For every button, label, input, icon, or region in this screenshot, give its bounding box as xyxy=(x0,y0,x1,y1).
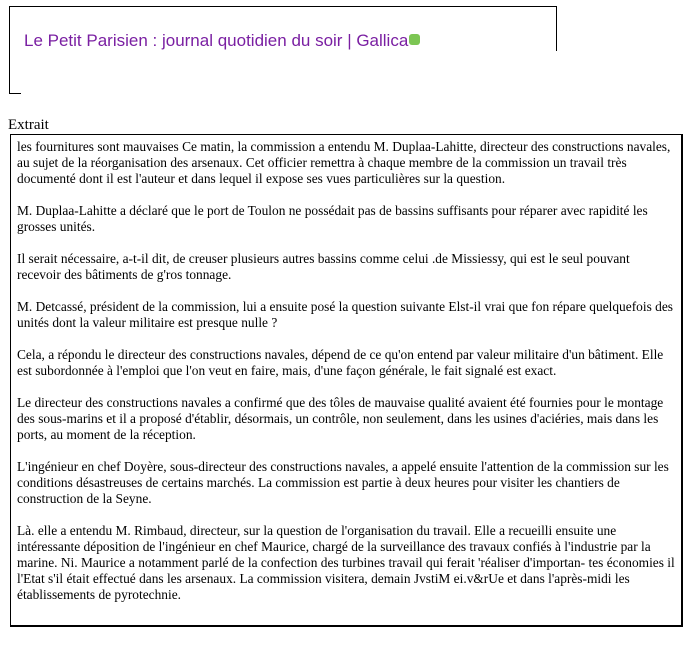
extract-paragraph: les fournitures sont mauvaises Ce matin, la commission a entendu M. Duplaa-Lahitte, directeur des constructions navales, au sujet de la réorganisation des arsenaux. Cet officier remettra à chaque membre de la commission un travail très documenté dont il est l'auteur et dans lequel il expose ses vues particulières sur la question. xyxy=(17,139,671,186)
extract-label: Extrait xyxy=(8,117,49,133)
header-box-bottom-edge xyxy=(9,93,21,94)
page-title: Le Petit Parisien : journal quotidien du soir | Gallica xyxy=(24,31,409,50)
page-title-link[interactable] xyxy=(24,31,420,51)
extract-text-box xyxy=(10,134,683,627)
extract-paragraph: M. Detcassé, président de la commission, lui a ensuite posé la question suivante Elst-il vrai que fon répare quelquefois des unités dont la valeur militaire est presque nulle ? xyxy=(17,299,673,330)
extract-paragraph: M. Duplaa-Lahitte a déclaré que le port de Toulon ne possédait pas de bassins suffisants pour réparer avec rapidité les grosses unités. xyxy=(17,203,648,234)
extract-paragraph: Le directeur des constructions navales a confirmé que des tôles de mauvaise qualité avaient été fournies pour le montage des sous-marins et il a proposé d'établir, désormais, un contrôle, non seulement, dans les usines d'aciéries, mais dans les ports, au moment de la réception. xyxy=(17,395,664,442)
extract-paragraph: Cela, a répondu le directeur des constructions navales, dépend de ce qu'on entend par valeur militaire d'un bâtiment. Elle est subordonnée à l'emploi que l'on veut en faire, mais, d'une façon générale, le fait signalé est exact. xyxy=(17,347,664,378)
extract-paragraph: Il serait nécessaire, a-t-il dit, de creuser plusieurs autres bassins comme celui .de Missiessy, qui est le seul pouvant recevoir des bâtiments de g'ros tonnage. xyxy=(17,251,630,282)
gallica-icon xyxy=(409,34,420,45)
extract-paragraph: L'ingénieur en chef Doyère, sous-directeur des constructions navales, a appelé ensuite l'attention de la commission sur les conditions désastreuses de certains marchés. La commission est partie à deux heures pour visiter les chantiers de construction de la Seyne. xyxy=(17,459,669,506)
header-box-gap xyxy=(554,51,558,101)
extract-paragraph: Là. elle a entendu M. Rimbaud, directeur, sur la question de l'organisation du travail. Elle a recueilli ensuite une intéressante déposition de l'ingénieur en chef Maurice, chargé de la surveillance des travaux confiés à l'industrie par la marine. Ni. Maurice a notamment parlé de la confection des turbines travail qui ferait 'réaliser d'importan- tes économies il l'Etat s'il était effectué dans les arsenaux. La commission visitera, demain JvstiM ei.v&rUe et dans l'après-midi les établissements de pyrotechnie. xyxy=(17,523,675,602)
